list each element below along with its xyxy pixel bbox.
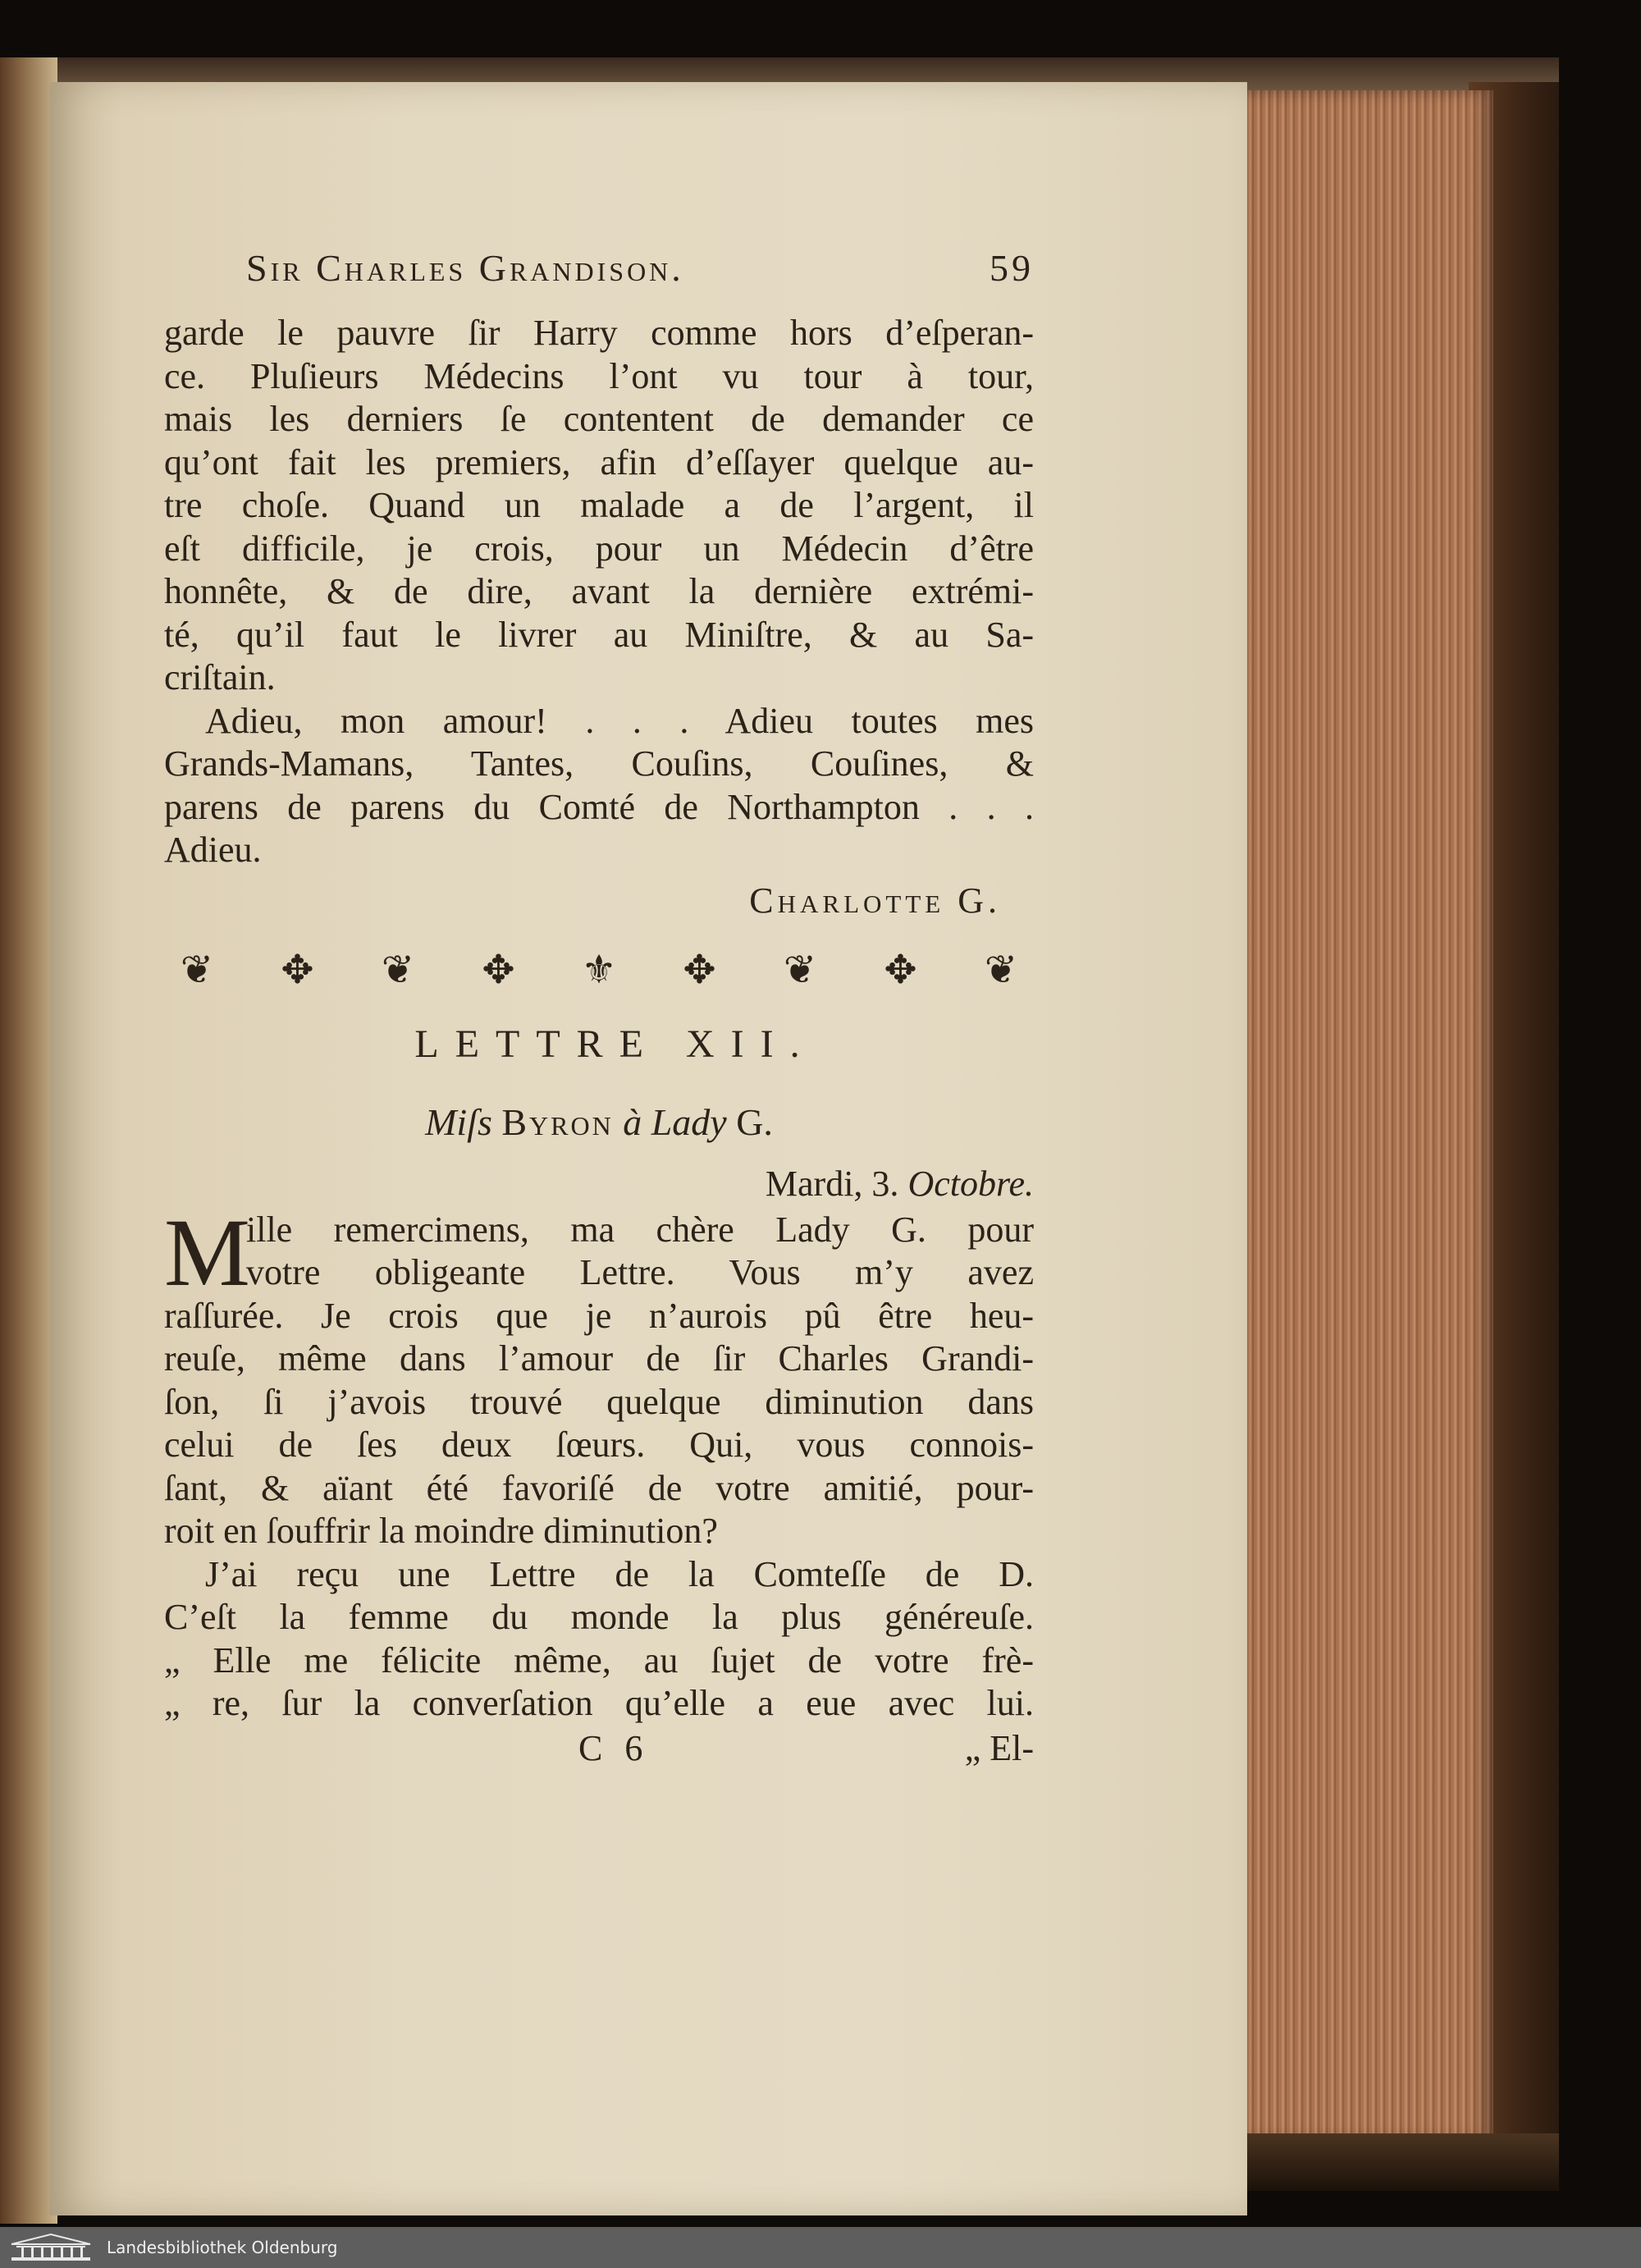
ornament-scroll-icon: ❦ [984,948,1018,992]
paragraph-3 [164,1198,1034,1553]
text-line: ce. Pluſieurs Médecins l’ont vu tour à tour, [164,355,1034,396]
addressee-from: Miſs [425,1100,492,1143]
text-line: „ re, ſur la converſation qu’elle a eue avec lui. [164,1683,1034,1723]
text-line: criſtain. [164,657,276,697]
ornament-scroll-icon: ❦ [381,948,415,992]
catchword: „ El- [964,1727,1034,1768]
text-line: raſſurée. Je crois que je n’aurois pû être heu- [164,1295,1034,1336]
ornament-flourish-icon: ✥ [281,948,314,992]
page-edges [1247,90,1493,2142]
paragraph-4 [164,1553,1034,1726]
ornament-fleuron-icon: ⚜ [581,948,617,992]
page-number: 59 [990,247,1034,289]
text-line: reuſe, même dans l’amour de ſir Charles Grandi- [164,1338,1034,1379]
text-line: té, qu’il faut le livrer au Miniſtre, & au Sa- [164,614,1034,655]
text-line: garde le pauvre ſir Harry comme hors d’eſperan- [164,313,1034,353]
addressee-line [164,1086,1034,1159]
ornament-flourish-icon: ✥ [884,948,917,992]
text-line: Adieu, mon amour! . . . Adieu toutes mes [205,700,1034,741]
date-month: Octobre. [907,1163,1034,1204]
date-day: Mardi, 3. [765,1163,899,1204]
letter-heading: LETTRE XII. [414,1022,816,1066]
addressee-prep: à [623,1100,642,1143]
text-line: J’ai reçu une Lettre de la Comteſſe de D. [205,1553,1034,1594]
text-line: celui de ſes deux ſœurs. Qui, vous connois- [164,1424,1034,1465]
addressee-to-initial: G. [736,1100,773,1143]
addressee-from-name: Byron [501,1100,614,1143]
library-building-icon [10,2233,92,2262]
library-name: Landesbibliothek Oldenburg [107,2238,338,2257]
running-title: Sir Charles Grandison. [246,247,684,289]
running-head [164,246,1034,312]
text-line: qu’ont fait les premiers, afin d’eſſayer quelque au- [164,441,1034,482]
page-footer [164,1727,1034,1776]
text-line: eſt difficile, je crois, pour un Médecin d’être [164,528,1034,569]
signature-mark: C 6 [578,1727,650,1768]
text-line: votre obligeante Lettre. Vous m’y avez [246,1252,1034,1292]
library-bar [0,2227,1641,2268]
paragraph-1 [164,312,1034,700]
text-line: parens de parens du Comté de Northampton . . . [164,786,1034,827]
text-line: C’eſt la femme du monde la plus généreuſe. [164,1597,1034,1637]
text-line: ſon, ſi j’avois trouvé quelque diminution dans [164,1381,1034,1422]
signature: Charlotte G. [749,880,1001,921]
ornament-flourish-icon: ✥ [683,948,716,992]
addressee-to: Lady [651,1100,727,1143]
text-line: ſant, & aïant été favoriſé de votre amitié, pour- [164,1467,1034,1508]
text-line: ille remercimens, ma chère Lady G. pour [246,1209,1034,1250]
ornament-scroll-icon: ❦ [180,948,214,992]
text-line: mais les derniers ſe contentent de demander ce [164,399,1034,439]
text-line: roit en ſouffrir la moindre diminution? [164,1511,718,1551]
text-line: Adieu. [164,830,262,870]
dateline [164,1159,1034,1209]
text-line: tre choſe. Quand un malade a de l’argent, il [164,485,1034,525]
ornament-flourish-icon: ✥ [482,948,515,992]
text-line: honnête, & de dire, avant la dernière extrémi- [164,571,1034,611]
text-line: Grands-Mamans, Tantes, Couſins, Couſines, & [164,743,1034,784]
text-block [164,246,1034,1776]
ornament-band [164,938,1034,1004]
paragraph-2 [164,700,1034,872]
drop-cap: M [164,1198,250,1306]
text-line: „ Elle me félicite même, au ſujet de votre frè- [164,1639,1034,1680]
ornament-scroll-icon: ❦ [783,948,817,992]
